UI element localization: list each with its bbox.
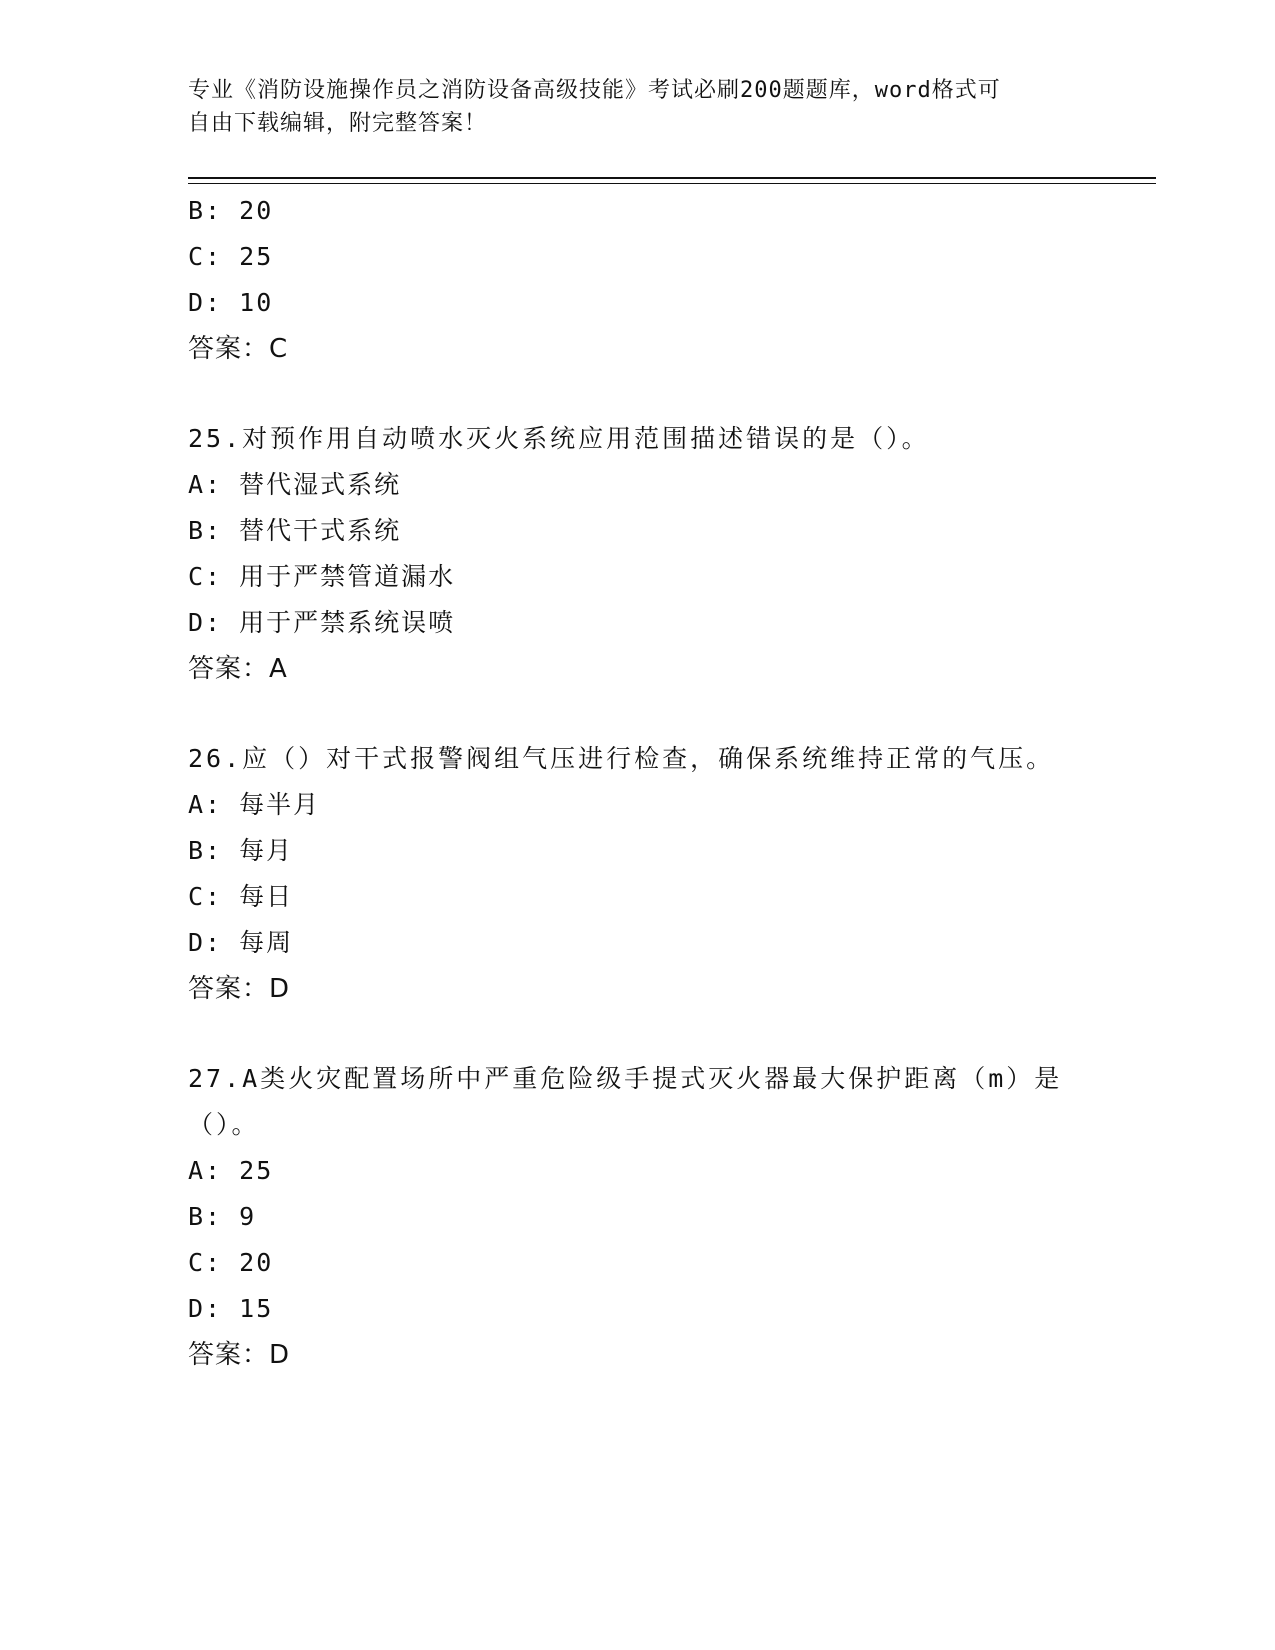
option-b: B: 替代干式系统 — [188, 516, 402, 545]
option-a: A: 每半月 — [188, 790, 321, 819]
option-b: B: 9 — [188, 1202, 257, 1231]
header-line-2: 自由下载编辑，附完整答案！ — [188, 111, 488, 136]
answer-line: 答案：D — [188, 974, 291, 1004]
option-a: A: 替代湿式系统 — [188, 470, 402, 499]
option-c: C: 每日 — [188, 882, 294, 911]
question-26 — [188, 736, 1088, 1012]
question-fragment — [188, 188, 1088, 372]
question-text: 25.对预作用自动喷水灭火系统应用范围描述错误的是（）。 — [188, 424, 930, 453]
header-divider-thick — [188, 177, 1156, 179]
option-b: B: 每月 — [188, 836, 294, 865]
question-25 — [188, 416, 1088, 692]
document-header — [188, 74, 1078, 140]
option-d: D: 每周 — [188, 928, 294, 957]
option-c: C: 25 — [188, 242, 274, 271]
question-text-line-1: 27.A类火灾配置场所中严重危险级手提式灭火器最大保护距离（m）是 — [188, 1064, 1063, 1093]
answer-line: 答案：C — [188, 334, 289, 364]
option-c: C: 用于严禁管道漏水 — [188, 562, 456, 591]
answer-line: 答案：A — [188, 654, 288, 684]
header-divider-thin — [188, 183, 1156, 184]
document-body — [188, 188, 1088, 1378]
option-a: A: 25 — [188, 1156, 274, 1185]
header-line-1: 专业《消防设施操作员之消防设备高级技能》考试必刷200题题库，word格式可 — [188, 78, 1001, 103]
option-b: B: 20 — [188, 196, 274, 225]
question-text-line-2: （）。 — [188, 1110, 260, 1139]
option-c: C: 20 — [188, 1248, 274, 1277]
question-27 — [188, 1056, 1088, 1378]
answer-line: 答案：D — [188, 1340, 291, 1370]
question-text: 26.应（）对干式报警阀组气压进行检查，确保系统维持正常的气压。 — [188, 744, 1055, 773]
option-d: D: 用于严禁系统误喷 — [188, 608, 456, 637]
option-d: D: 10 — [188, 288, 274, 317]
option-d: D: 15 — [188, 1294, 274, 1323]
